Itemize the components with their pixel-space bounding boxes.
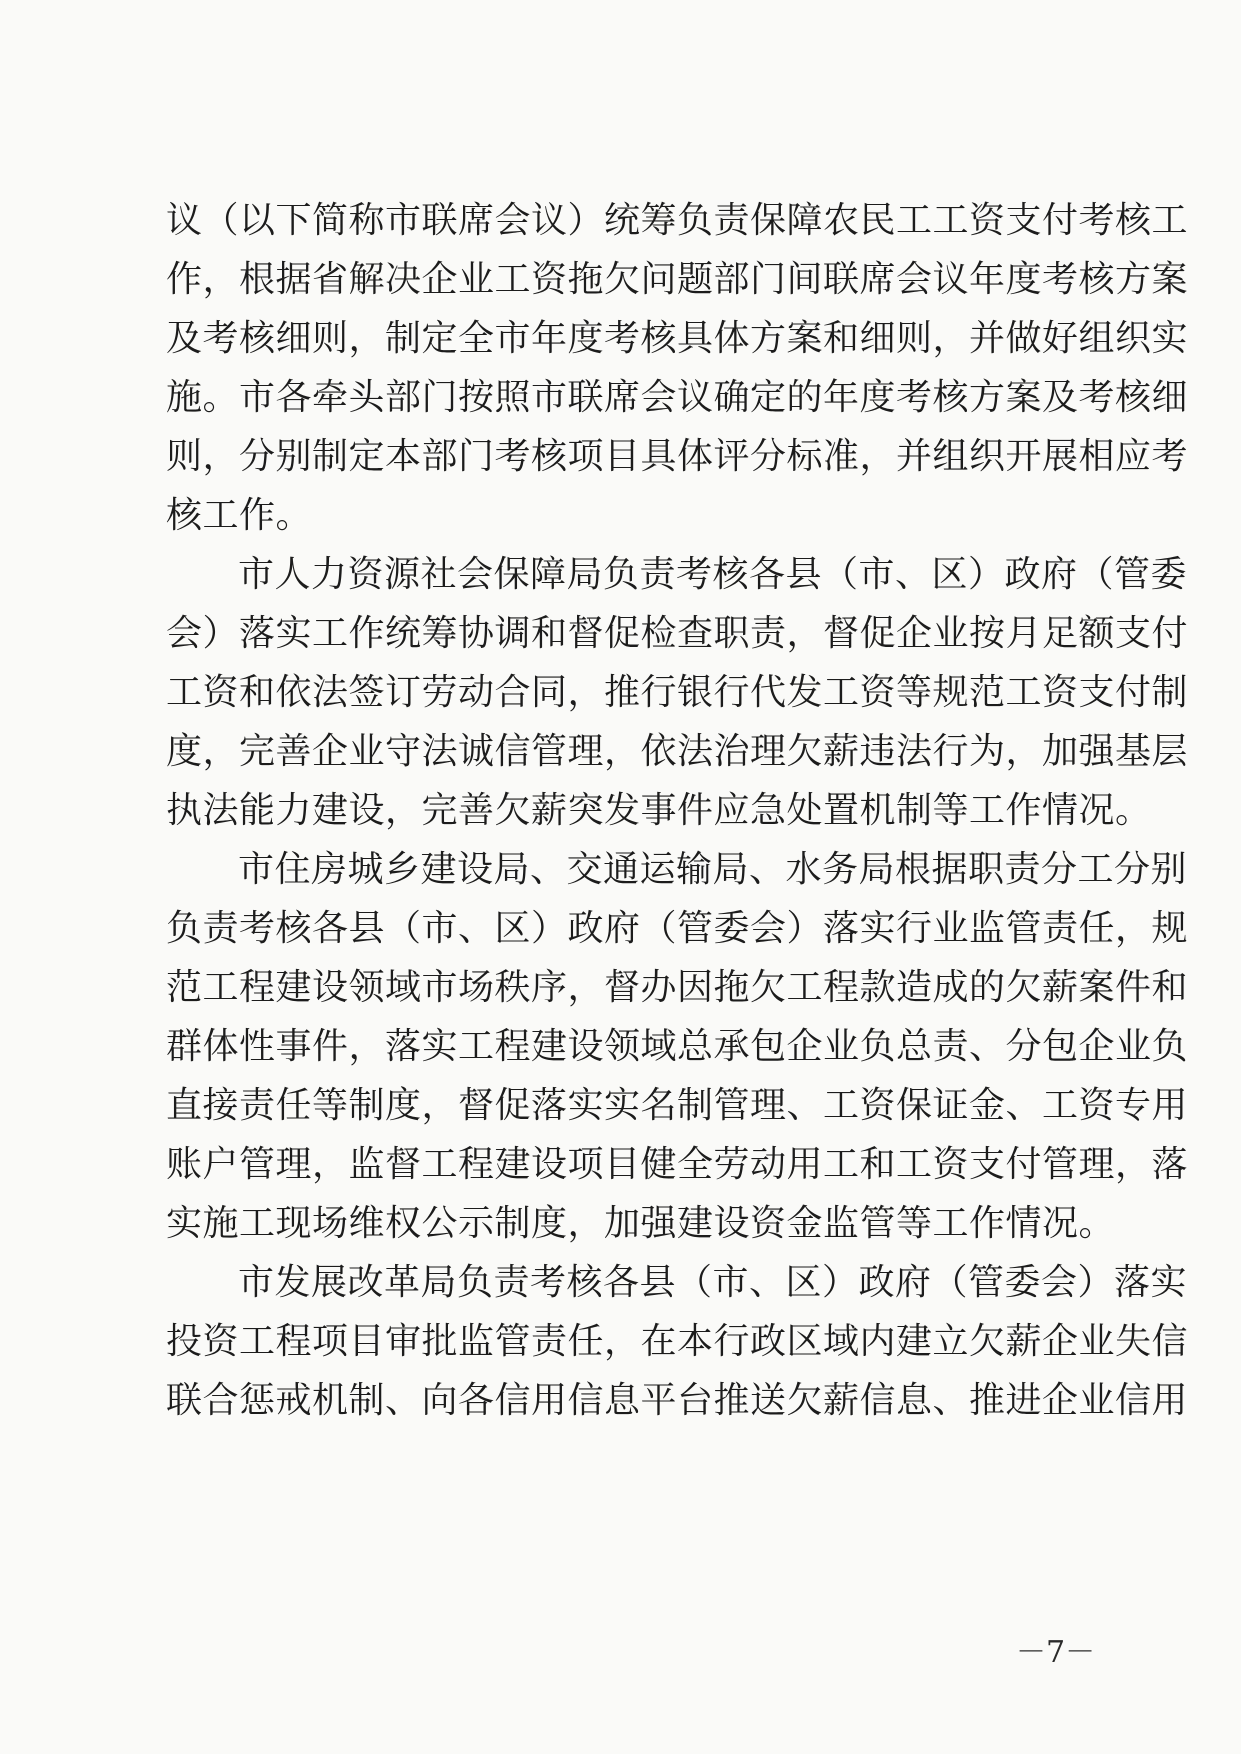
text-line: 账户管理，监督工程建设项目健全劳动用工和工资支付管理，落 <box>166 1144 1189 1185</box>
text-line: 议（以下简称市联席会议）统筹负责保障农民工工资支付考核工 <box>166 200 1189 241</box>
text-line: 执法能力建设，完善欠薪突发事件应急处置机制等工作情况。 <box>166 790 1152 831</box>
text-line: 会）落实工作统筹协调和督促检查职责，督促企业按月足额支付 <box>166 613 1189 654</box>
text-line: 范工程建设领域市场秩序，督办因拖欠工程款造成的欠薪案件和 <box>166 967 1189 1008</box>
text-line: 工资和依法签订劳动合同，推行银行代发工资等规范工资支付制 <box>166 672 1189 713</box>
text-line: 联合惩戒机制、向各信用信息平台推送欠薪信息、推进企业信用 <box>166 1380 1189 1421</box>
text-line: 度，完善企业守法诚信管理，依法治理欠薪违法行为，加强基层 <box>166 731 1189 772</box>
text-line: 投资工程项目审批监管责任，在本行政区域内建立欠薪企业失信 <box>166 1321 1189 1362</box>
text-line: 直接责任等制度，督促落实实名制管理、工资保证金、工资专用 <box>166 1085 1189 1126</box>
text-line: 核工作。 <box>166 495 313 536</box>
text-line: 则，分别制定本部门考核项目具体评分标准，并组织开展相应考 <box>166 436 1189 477</box>
text-line: 负责考核各县（市、区）政府（管委会）落实行业监管责任，规 <box>166 908 1189 949</box>
text-line: 施。市各牵头部门按照市联席会议确定的年度考核方案及考核细 <box>166 377 1189 418</box>
text-line: 市人力资源社会保障局负责考核各县（市、区）政府（管委 <box>238 554 1188 595</box>
text-line: 市发展改革局负责考核各县（市、区）政府（管委会）落实 <box>238 1262 1188 1303</box>
text-line: 群体性事件，落实工程建设领域总承包企业负总责、分包企业负 <box>166 1026 1189 1067</box>
text-line: 实施工现场维权公示制度，加强建设资金监管等工作情况。 <box>166 1203 1116 1244</box>
text-line: 及考核细则，制定全市年度考核具体方案和细则，并做好组织实 <box>166 318 1189 359</box>
text-line: 市住房城乡建设局、交通运输局、水务局根据职责分工分别 <box>238 849 1188 890</box>
page-number: －7－ <box>1016 1635 1096 1670</box>
text-line: 作，根据省解决企业工资拖欠问题部门间联席会议年度考核方案 <box>166 259 1189 300</box>
